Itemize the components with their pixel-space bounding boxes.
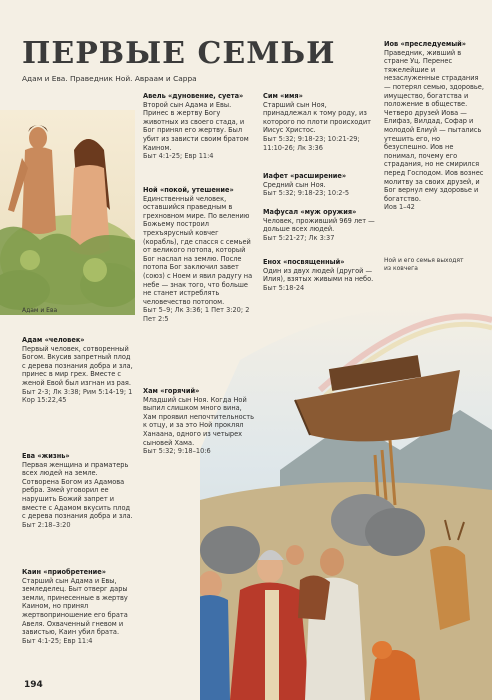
entry-refs: Быт 5:32; 9:18–10:6 xyxy=(143,447,211,456)
entry-body: Один из двух людей (другой — Илия), взятых живыми на небо. xyxy=(263,266,374,284)
entry-refs: Быт 4:1-25; Евр 11:4 xyxy=(22,636,93,645)
entry-body: Второй сын Адама и Евы. Принес в жертву Богу животных из своего стада, и Бог принял его жертву. Был убит из зависти своим братом Каином. xyxy=(143,100,249,152)
entry-refs: Быт 5:32; 9:18-23; 10:2-5 xyxy=(263,189,350,198)
entry-refs: Быт 5:21-27; Лк 3:37 xyxy=(263,233,335,242)
entry-eve xyxy=(22,452,134,529)
entry-shem xyxy=(263,92,375,152)
entry-refs: Быт 5:32; 9:18-23; 10:21-29; 11:10-26; Лк 3:36 xyxy=(263,134,360,152)
entry-ham xyxy=(143,387,255,456)
entry-refs: Быт 2-3; Лк 3:38; Рим 5:14-19; 1 Кор 15:22,45 xyxy=(22,387,133,405)
entry-job xyxy=(384,40,484,212)
entry-cain xyxy=(22,568,134,645)
entry-heading: Мафусал «муж оружия» xyxy=(263,208,357,216)
noah-caption: Ной и его семья выходят из ковчега xyxy=(384,257,464,272)
entry-refs: Быт 2:18–3:20 xyxy=(22,520,71,529)
entry-body: Старший сын Адама и Евы, земледелец. Быт отверг дары земли, принесенные в жертву Каином, но принял жертвоприношение его брата Авеля. Охваченный гневом и завистью, Каин убил брата. xyxy=(22,576,128,637)
entry-heading: Иафет «расширение» xyxy=(263,172,347,180)
entry-body: Праведник, живший в стране Уц. Перенес тяжелейшие и незаслуженные страдания — потерял семью, здоровье, имущество, богатства и положение в обществе. Четверо друзей Иова — Елифаз, Вилдад, Софар и молодой Елиуй — пытались утешить его, но безуспешно. Иов не понимал, почему его страдания, но не смирился перед Господом. Иов вознес молитву за своих друзей, и Бог вернул ему здоровье и богатство. xyxy=(384,48,484,203)
entry-japheth xyxy=(263,172,375,198)
entry-heading: Ева «жизнь» xyxy=(22,452,70,460)
entry-body: Первая женщина и праматерь всех людей на земле. Сотворена Богом из Адамова ребра. Змей уговорил ее нарушить Божий запрет и вместе с Адамом вкусить плод с дерева познания добра и зла. xyxy=(22,460,133,521)
entry-refs: Быт 5:18-24 xyxy=(263,283,305,292)
adam-eve-caption: Адам и Ева xyxy=(22,307,58,314)
entry-heading: Сим «имя» xyxy=(263,92,303,100)
page-title: ПЕРВЫЕ СЕМЬИ xyxy=(22,36,336,71)
entry-heading: Иов «преследуемый» xyxy=(384,40,467,48)
entry-body: Человек, проживший 969 лет — дольше всех людей. xyxy=(263,216,375,234)
entry-heading: Адам «человек» xyxy=(22,336,85,344)
entry-heading: Каин «приобретение» xyxy=(22,568,106,576)
entry-body: Средний сын Ноя. xyxy=(263,180,326,189)
entry-heading: Ной «покой, утешение» xyxy=(143,186,234,194)
entry-noah xyxy=(143,186,255,324)
entry-enoch xyxy=(263,258,375,292)
entry-refs: Быт 5–9; Лк 3:36; 1 Пет 3:20; 2 Пет 2:5 xyxy=(143,306,250,323)
page-subtitle: Адам и Ева. Праведник Ной. Авраам и Сарра xyxy=(22,74,197,83)
entry-refs: Быт 4:1-25; Евр 11:4 xyxy=(143,152,214,161)
entry-body: Младший сын Ноя. Когда Ной выпил слишком много вина, Хам проявил непочтительность к отцу, и за это Ной проклял Ханаана, одного из четырех сыновей Хама. xyxy=(143,395,255,447)
noah-ark-illustration xyxy=(200,300,492,700)
entry-heading: Енох «посвященный» xyxy=(263,258,345,266)
page-number: 194 xyxy=(24,680,43,690)
adam-eve-illustration xyxy=(0,110,135,315)
entry-body: Старший сын Ноя, принадлежал к тому роду, из которого по плоти происходит Иисус Христос. xyxy=(263,100,371,135)
entry-methuselah xyxy=(263,208,375,242)
entry-abel xyxy=(143,92,255,161)
entry-adam xyxy=(22,336,134,405)
entry-body: Единственный человек, оставшийся праведным в грехновном мире. По велению Божьему построил трехъярусный ковчег (корабль), где спасся с семьей от великого потопа, который Бог наслал на землю. После потопа Бог заключил завет (союз) с Ноем и явил радугу на небе — знак того, что больше не станет истреблять человечество потопом. xyxy=(143,194,253,306)
entry-heading: Авель «дуновение, суета» xyxy=(143,92,244,100)
entry-refs: Иов 1–42 xyxy=(384,203,415,212)
entry-heading: Хам «горячий» xyxy=(143,387,200,395)
entry-body: Первый человек, сотворенный Богом. Вкусив запретный плод с дерева познания добра и зла, принес в мир грех. Вместе с женой Евой был изгнан из рая. xyxy=(22,344,133,387)
